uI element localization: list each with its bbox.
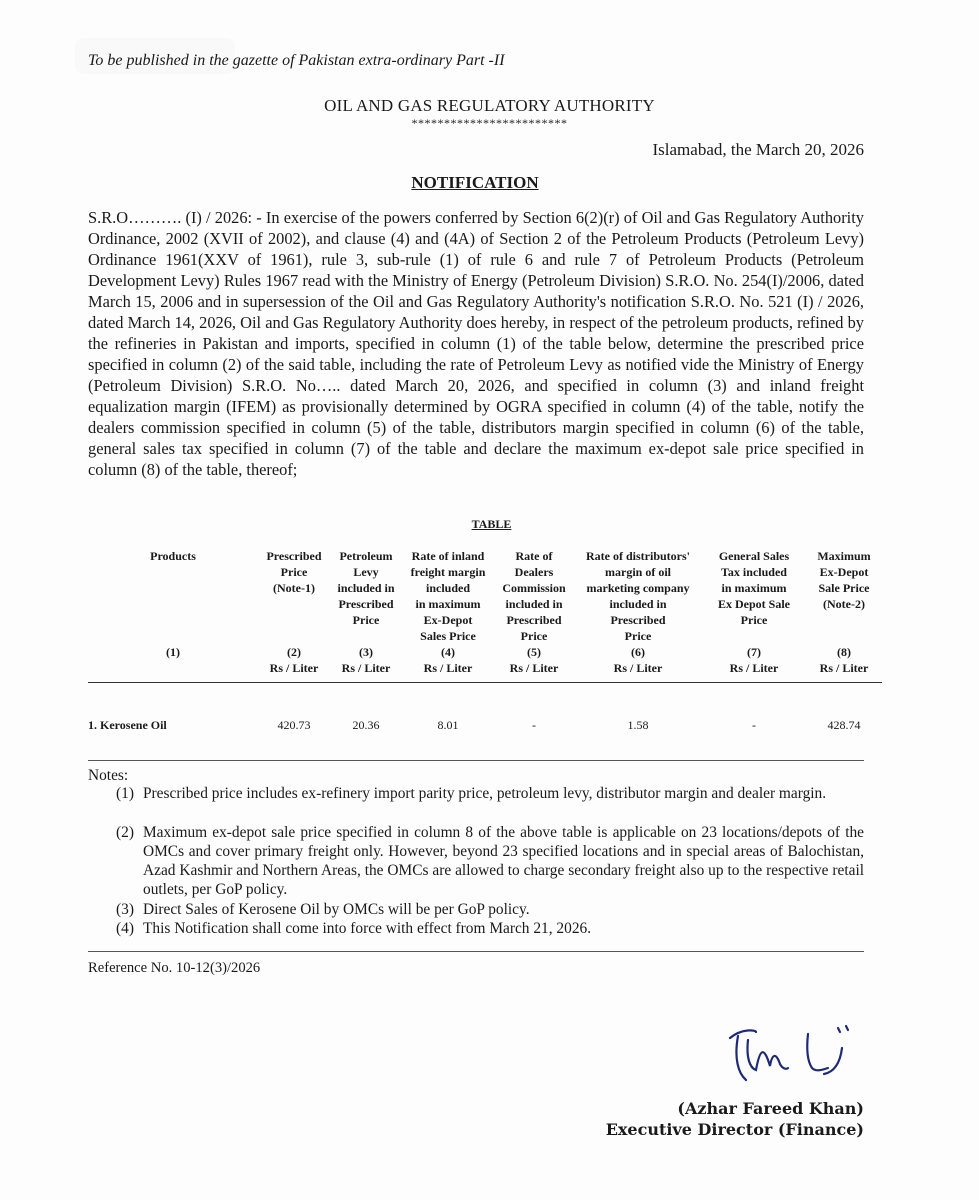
notification-title: NOTIFICATION xyxy=(411,173,539,192)
col-header-line: Price xyxy=(520,629,548,643)
col-header-line: Ex Depot Sale xyxy=(718,597,790,611)
col-header-line: Tax included xyxy=(721,565,787,579)
col-header-line: Ex-Depot xyxy=(423,613,473,627)
col-header-line: (Note-2) xyxy=(823,597,865,611)
col-header-line: margin of oil xyxy=(605,565,671,579)
col-header-line: Price xyxy=(352,613,380,627)
col-header-line: Maximum xyxy=(817,549,871,563)
col-header-line: Petroleum xyxy=(339,549,393,563)
note-number: (3) xyxy=(116,901,134,918)
col-header xyxy=(702,548,806,644)
note-item xyxy=(116,823,864,899)
col-header-line: included in xyxy=(609,597,667,611)
col-header-line: included in xyxy=(505,597,563,611)
col-unit: Rs / Liter xyxy=(423,661,473,675)
col-header xyxy=(494,548,574,644)
price-table xyxy=(88,548,882,733)
col-header-line: included in xyxy=(337,581,395,595)
col-header-line: marketing company xyxy=(586,581,690,595)
col-number: (2) xyxy=(287,645,301,659)
col-header-line: freight margin xyxy=(410,565,486,579)
col-header-line: Sales Price xyxy=(420,629,476,643)
gazette-line: To be published in the gazette of Pakistan extra-ordinary Part -II xyxy=(88,52,505,69)
col-header-line: included xyxy=(425,581,470,595)
note-item xyxy=(116,919,864,938)
col-header xyxy=(574,548,702,644)
unit-row xyxy=(88,660,882,676)
col-header-line: Prescribed xyxy=(506,613,562,627)
col-header-line: (Note-1) xyxy=(273,581,315,595)
table-cell: - xyxy=(532,718,536,732)
note-item xyxy=(116,784,864,803)
signatory-title: Executive Director (Finance) xyxy=(605,1120,864,1139)
col-number: (6) xyxy=(631,645,645,659)
reference-number: Reference No. 10-12(3)/2026 xyxy=(88,960,261,976)
col-unit: Rs / Liter xyxy=(613,661,663,675)
col-header xyxy=(330,548,402,644)
col-header-line: Levy xyxy=(353,565,379,579)
note-text: Maximum ex-depot sale price specified in column 8 of the above table is applicable on 23 locations/depots of the OMCs and cover primary freight only. However, beyond 23 specified locations and in special areas of Balochistan, Azad Kashmir and Northern Areas, the OMCs are allowed to charge secondary freight also up to the respective retail outlets, per GoP policy. xyxy=(143,824,864,898)
col-unit xyxy=(88,660,258,676)
signatory-block xyxy=(606,1098,864,1140)
col-header-line: Sale Price xyxy=(818,581,870,595)
col-header-line: Ex-Depot xyxy=(819,565,869,579)
col-header xyxy=(88,548,258,644)
note-text: Prescribed price includes ex-refinery import parity price, petroleum levy, distributor margin and dealer margin. xyxy=(143,785,827,802)
col-header-line: Price xyxy=(624,629,652,643)
table-title: TABLE xyxy=(471,517,512,531)
dateline: Islamabad, the March 20, 2026 xyxy=(652,140,864,159)
note-item xyxy=(116,900,864,919)
note-text: This Notification shall come into force with effect from March 21, 2026. xyxy=(143,920,592,937)
col-header xyxy=(402,548,494,644)
note-number: (2) xyxy=(116,824,134,841)
col-header-line: Commission xyxy=(502,581,566,595)
table-cell: 420.73 xyxy=(277,718,311,732)
note-number: (1) xyxy=(116,785,134,802)
col-header-line: Prescribed xyxy=(338,597,394,611)
col-header-line: Prescribed xyxy=(266,549,322,563)
col-number: (8) xyxy=(837,645,851,659)
table-cell: 8.01 xyxy=(437,718,459,732)
col-unit: Rs / Liter xyxy=(269,661,319,675)
col-number: (5) xyxy=(527,645,541,659)
signature-image xyxy=(716,1018,876,1088)
authority-name: OIL AND GAS REGULATORY AUTHORITY xyxy=(324,96,655,115)
col-header-line: Products xyxy=(150,549,196,563)
col-header-line: Rate of xyxy=(515,549,553,563)
col-number: (4) xyxy=(441,645,455,659)
col-number: (1) xyxy=(166,645,180,659)
note-text: Direct Sales of Kerosene Oil by OMCs will be per GoP policy. xyxy=(143,901,530,918)
col-header xyxy=(806,548,882,644)
table-cell: 1.58 xyxy=(627,718,649,732)
col-number: (3) xyxy=(359,645,373,659)
table-cell: 428.74 xyxy=(827,718,861,732)
notes-bottom-rule xyxy=(88,951,864,952)
star-divider: ************************ xyxy=(411,116,568,130)
table-cell: 20.36 xyxy=(352,718,380,732)
col-header-line: in maximum xyxy=(721,581,787,595)
column-number-row xyxy=(88,644,882,660)
table-cell: - xyxy=(752,718,756,732)
col-header-line: General Sales xyxy=(718,549,790,563)
col-number: (7) xyxy=(747,645,761,659)
note-number: (4) xyxy=(116,920,134,937)
table-header-row xyxy=(88,548,882,644)
signatory-name: (Azhar Fareed Khan) xyxy=(677,1099,864,1118)
col-header-line: Price xyxy=(280,565,308,579)
col-unit: Rs / Liter xyxy=(509,661,559,675)
product-name: 1. Kerosene Oil xyxy=(88,718,167,732)
sro-paragraph: S.R.O………. (I) / 2026: - In exercise of the powers conferred by Section 6(2)(r) of Oil and Gas Regulatory Authority Ordinance, 2002 (XVII of 2002), and clause (4) and (4A) of Section 2 of the Petroleum Products (Petroleum Levy) Ordinance 1961(XXV of 1961), rule 3, sub-rule (1) of rule 6 and rule 7 of Petroleum Products (Petroleum Development Levy) Rules 1967 read with the Ministry of Energy (Petroleum Division) S.R.O. No. 254(I)/2006, dated March 15, 2006 and in supersession of the Oil and Gas Regulatory Authority's notification S.R.O. No. 521 (I) / 2026, dated March 14, 2026, Oil and Gas Regulatory Authority does hereby, in respect of the petroleum products, refined by the refineries in Pakistan and imports, specified in column (1) of the table below, determine the prescribed price specified in column (2) of the said table, including the rate of Petroleum Levy as notified vide the Ministry of Energy (Petroleum Division) S.R.O. No….. dated March 20, 2026, and specified in column (3) and inland freight equalization margin (IFEM) as provisionally determined by OGRA specified in column (4) of the table, notify the dealers commission specified in column (5) of the table, distributors margin specified in column (6) of the table, general sales tax specified in column (7) of the table and declare the maximum ex-depot sale price specified in column (8) of the table, thereof; xyxy=(88,208,864,479)
col-header-line: in maximum xyxy=(415,597,481,611)
table-row xyxy=(88,683,882,734)
col-header-line: Rate of inland xyxy=(411,549,485,563)
notes-label: Notes: xyxy=(88,767,129,784)
col-header xyxy=(258,548,330,644)
col-unit: Rs / Liter xyxy=(819,661,869,675)
col-unit: Rs / Liter xyxy=(729,661,779,675)
table-bottom-rule xyxy=(88,760,864,761)
col-header-line: Price xyxy=(740,613,768,627)
col-header-line: Rate of distributors' xyxy=(586,549,690,563)
col-header-line: Prescribed xyxy=(610,613,666,627)
col-header-line: Dealers xyxy=(514,565,554,579)
col-unit: Rs / Liter xyxy=(341,661,391,675)
